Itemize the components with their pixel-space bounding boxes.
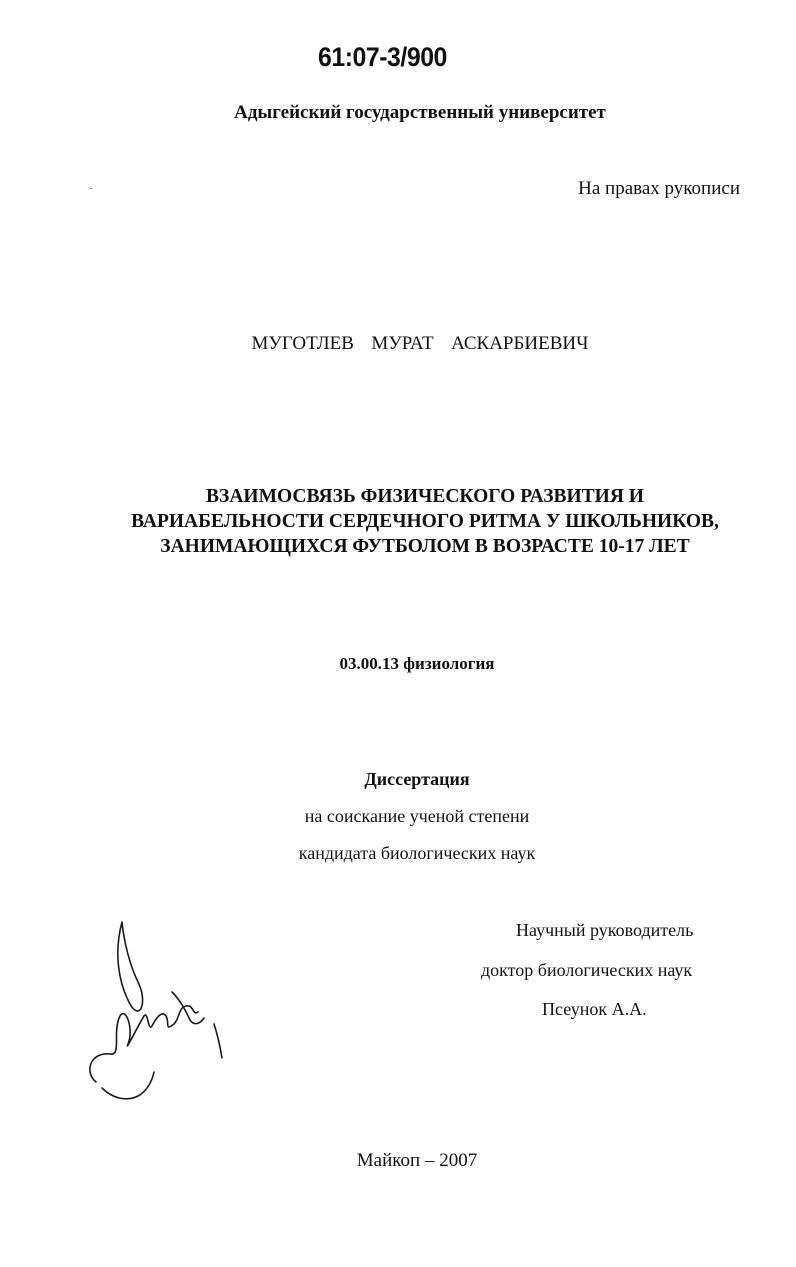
author-name: МУГОТЛЕВ МУРАТ АСКАРБИЕВИЧ bbox=[251, 333, 589, 354]
title-line: ВЗАИМОСВЯЗЬ ФИЗИЧЕСКОГО РАЗВИТИЯ И bbox=[206, 486, 644, 507]
title-line: ЗАНИМАЮЩИХСЯ ФУТБОЛОМ В ВОЗРАСТЕ 10-17 ЛЕТ bbox=[160, 536, 690, 557]
supervisor-title: доктор биологических наук bbox=[481, 960, 693, 980]
scan-speck bbox=[90, 188, 92, 189]
degree-line-2: кандидата биологических наук bbox=[298, 843, 536, 863]
catalog-stamp: 61:07-3/900 bbox=[318, 42, 447, 72]
dissertation-title bbox=[0, 484, 796, 559]
manuscript-note: На правах рукописи bbox=[578, 178, 740, 199]
place-and-year: Майкоп – 2007 bbox=[356, 1150, 478, 1171]
specialty-code: 03.00.13 физиология bbox=[339, 654, 495, 673]
handwritten-signature-icon bbox=[82, 912, 242, 1122]
document-type: Диссертация bbox=[364, 769, 470, 789]
title-line: ВАРИАБЕЛЬНОСТИ СЕРДЕЧНОГО РИТМА У ШКОЛЬНИКОВ, bbox=[131, 511, 719, 532]
supervisor-role: Научный руководитель bbox=[516, 920, 694, 940]
supervisor-name: Псеунок А.А. bbox=[542, 999, 647, 1019]
university-name: Адыгейский государственный университет bbox=[234, 102, 606, 123]
degree-line-1: на соискание ученой степени bbox=[304, 806, 530, 826]
